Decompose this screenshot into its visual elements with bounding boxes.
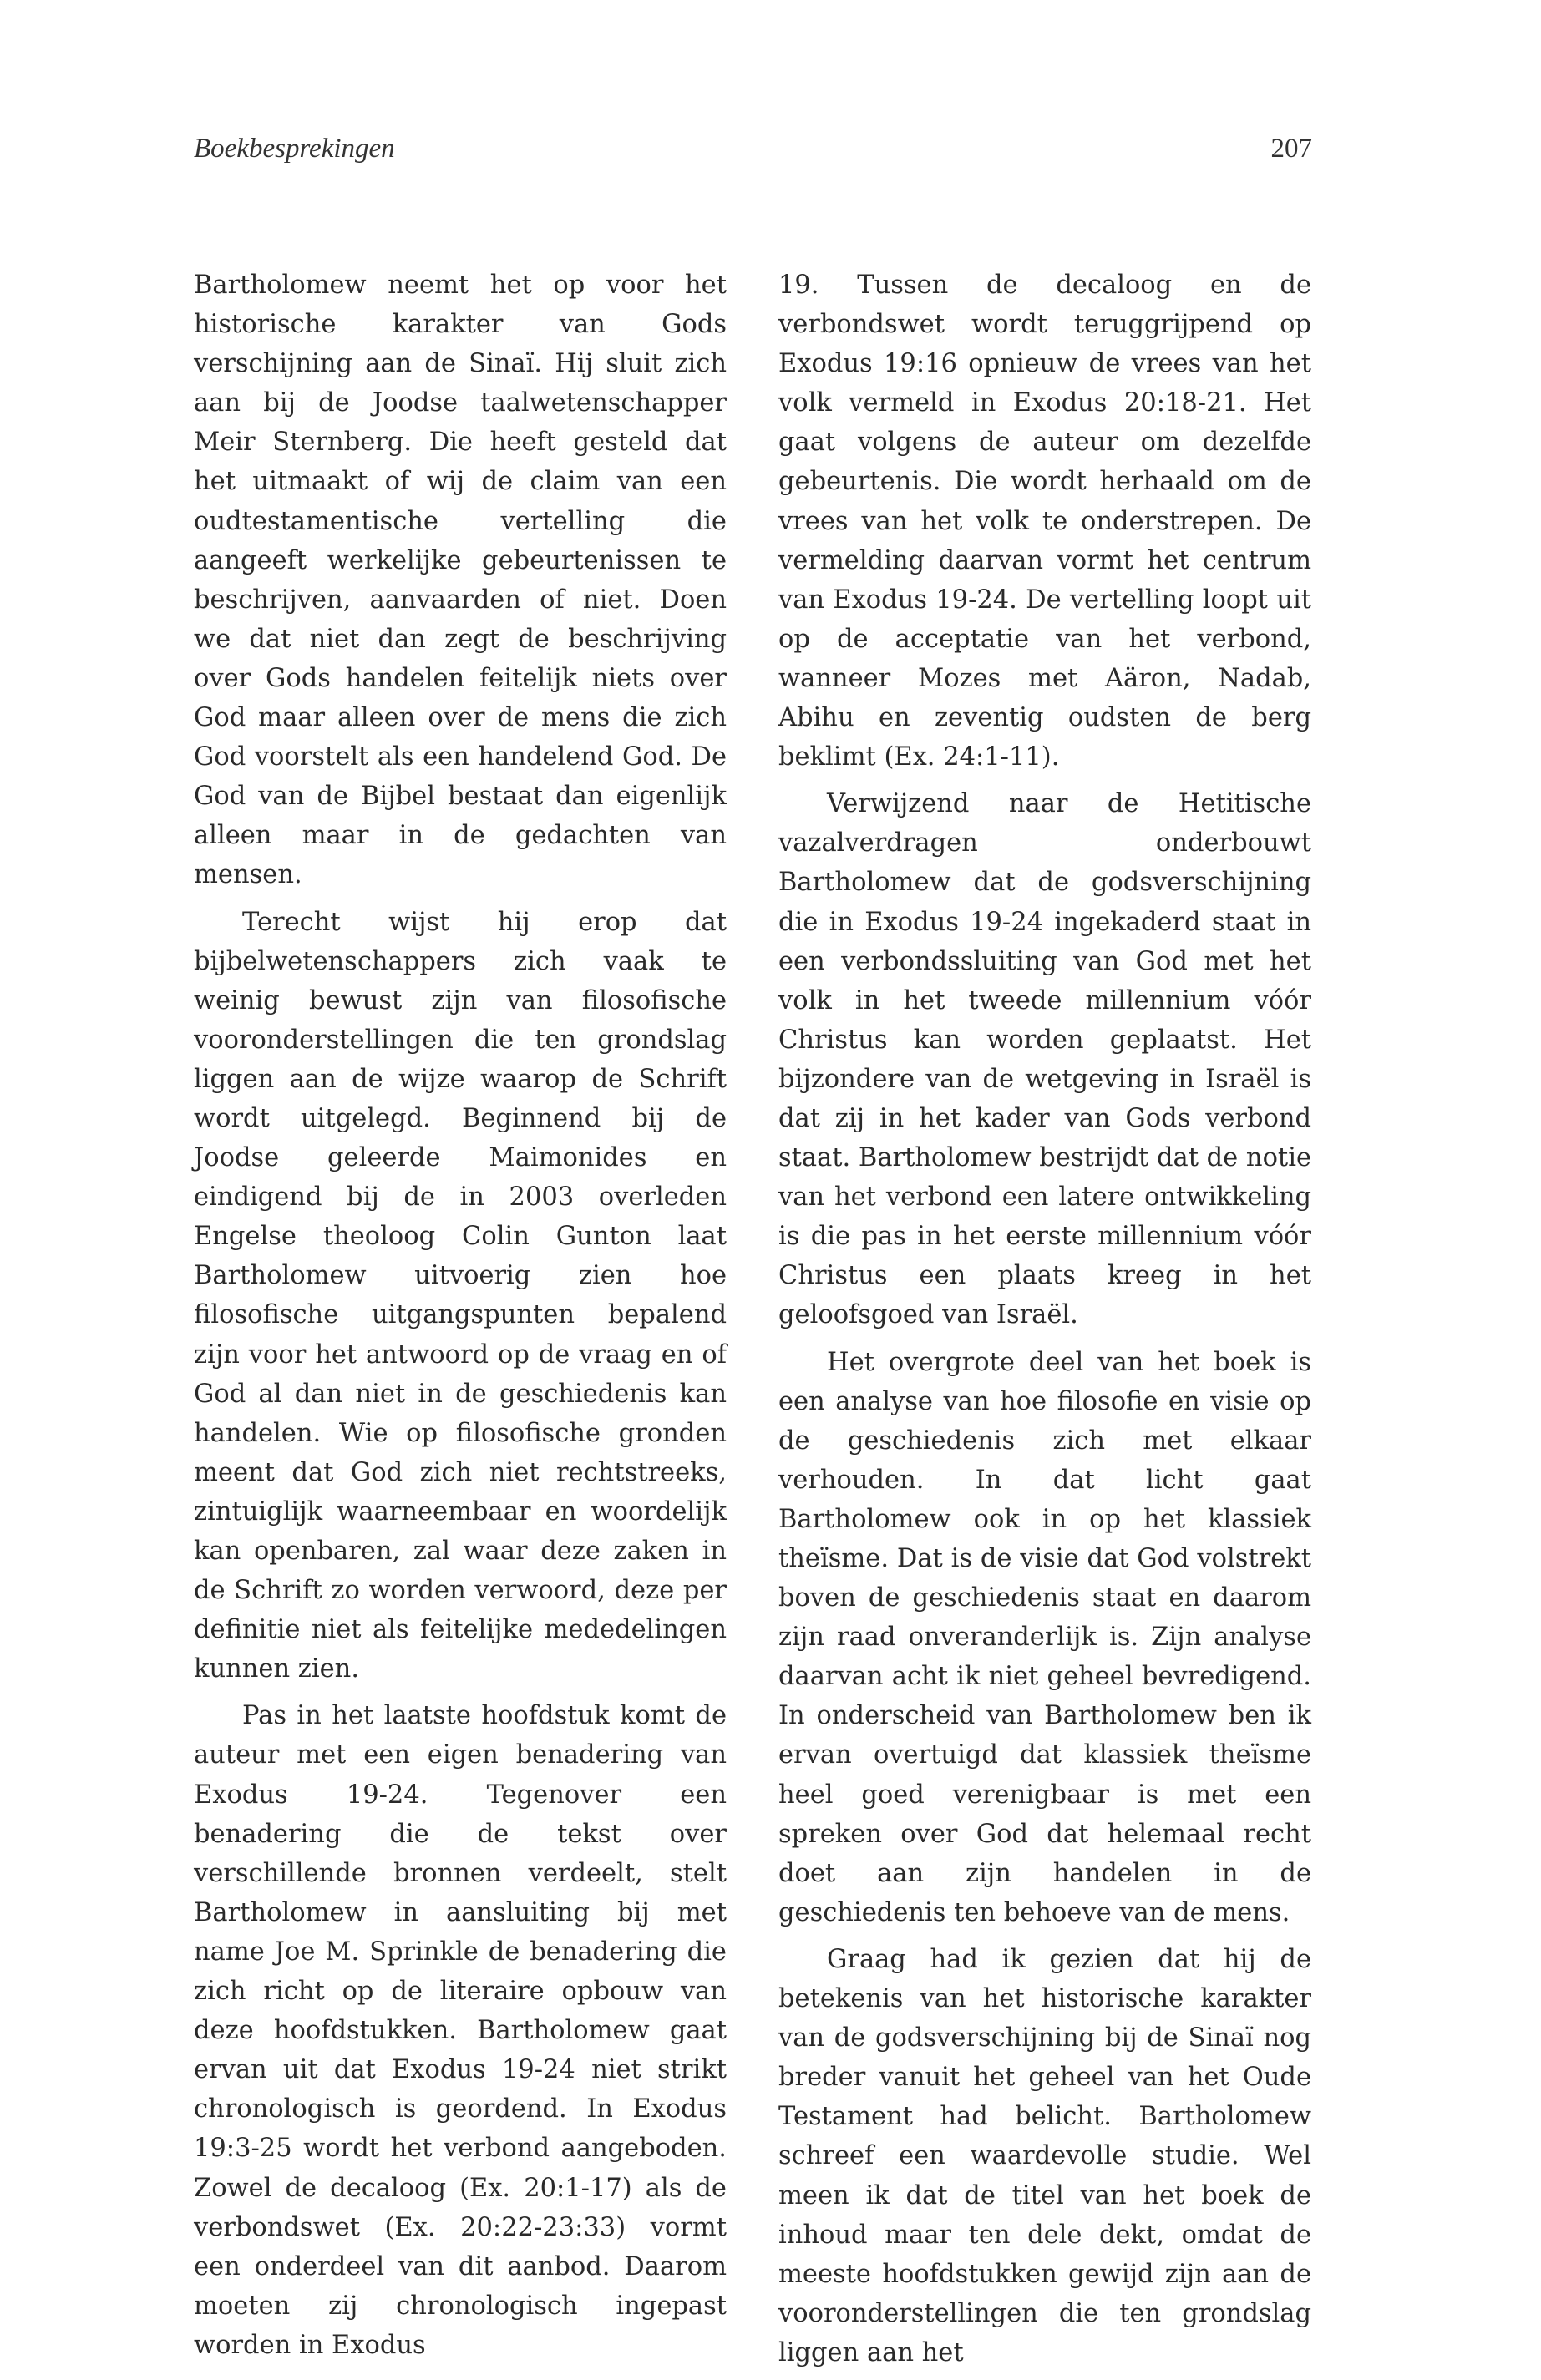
paragraph: Verwijzend naar de Hetitische vazalverdragen onderbouwt Bartholomew dat de godsverschijning die in Exodus 19-24 ingekaderd staat in een verbondssluiting van God met het volk in het tweede millennium vóór Christus kan worden geplaatst. Het bijzondere van de wetgeving in Israël is dat zij in het kader van Gods verbond staat. Bartholomew bestrijdt dat de notie van het verbond een latere ontwikkeling is die pas in het eerste millennium vóór Christus een plaats kreeg in het geloofsgoed van Israël.	[778, 789, 1311, 1330]
paragraph: Terecht wijst hij erop dat bijbelwetenschappers zich vaak te weinig bewust zijn van filosofische vooronderstellingen die ten grondslag liggen aan de wijze waarop de Schrift wordt uitgelegd. Beginnend bij de Joodse geleerde Maimonides en eindigend bij de in 2003 overleden Engelse theoloog Colin Gunton laat Bartholomew uitvoerig zien hoe filosofische uitgangspunten bepalend zijn voor het antwoord op de vraag en of God al dan niet in de geschiedenis kan handelen. Wie op filosofische gronden meent dat God zich niet rechtstreeks, zintuiglijk waarneembaar en woordelijk kan openbaren, zal waar deze zaken in de Schrift zo worden verwoord, deze per definitie niet als feitelijke mededelingen kunnen zien.	[194, 907, 727, 1684]
running-head-title: Boekbesprekingen	[194, 134, 395, 164]
right-column	[778, 266, 1311, 2380]
left-column	[194, 266, 727, 2372]
paragraph: Het overgrote deel van het boek is een analyse van hoe filosofie en visie op de geschiedenis zich met elkaar verhouden. In dat licht gaat Bartholomew ook in op het klassiek theïsme. Dat is de visie dat God volstrekt boven de geschiedenis staat en daarom zijn raad onveranderlijk is. Zijn analyse daarvan acht ik niet geheel bevredigend. In onderscheid van Bartholomew ben ik ervan overtuigd dat klassiek theïsme heel goed verenigbaar is met een spreken over God dat helemaal recht doet aan zijn handelen in de geschiedenis ten behoeve van de mens.	[778, 1347, 1311, 1927]
page-number: 207	[1270, 134, 1312, 164]
paragraph: 19. Tussen de decaloog en de verbondswet wordt teruggrijpend op Exodus 19:16 opnieuw de vrees van het volk vermeld in Exodus 20:18-21. Het gaat volgens de auteur om dezelfde gebeurtenis. Die wordt herhaald om de vrees van het volk te onderstrepen. De vermelding daarvan vormt het centrum van Exodus 19-24. De vertelling loopt uit op de acceptatie van het verbond, wanneer Mozes met Aäron, Nadab, Abihu en zeventig oudsten de berg beklimt (Ex. 24:1-11).	[778, 271, 1311, 772]
paragraph: Bartholomew neemt het op voor het historische karakter van Gods verschijning aan de Sinaï. Hij sluit zich aan bij de Joodse taalwetenschapper Meir Sternberg. Die heeft gesteld dat het uitmaakt of wij de claim van een oudtestamentische vertelling die aangeeft werkelijke gebeurtenissen te beschrijven, aanvaarden of niet. Doen we dat niet dan zegt de beschrijving over Gods handelen feitelijk niets over God maar alleen over de mens die zich God voorstelt als een handelend God. De God van de Bijbel bestaat dan eigenlijk alleen maar in de gedachten van mensen.	[194, 271, 727, 890]
paragraph: Graag had ik gezien dat hij de betekenis van het historische karakter van de godsverschijning bij de Sinaï nog breder vanuit het geheel van het Oude Testament had belicht. Bartholomew schreef een waardevolle studie. Wel meen ik dat de titel van het boek de inhoud maar ten dele dekt, omdat de meeste hoofdstukken gewijd zijn aan de vooronderstellingen die ten grondslag liggen aan het	[778, 1944, 1311, 2367]
paragraph: Pas in het laatste hoofdstuk komt de auteur met een eigen benadering van Exodus 19-24. Tegenover een benadering die de tekst over verschillende bronnen verdeelt, stelt Bartholomew in aansluiting bij met name Joe M. Sprinkle de benadering die zich richt op de literaire opbouw van deze hoofdstukken. Bartholomew gaat ervan uit dat Exodus 19-24 niet strikt chronologisch is geordend. In Exodus 19:3-25 wordt het verbond aangeboden. Zowel de decaloog (Ex. 20:1-17) als de verbondswet (Ex. 20:22-23:33) vormt een onderdeel van dit aanbod. Daarom moeten zij chronologisch ingepast worden in Exodus	[194, 1701, 727, 2360]
